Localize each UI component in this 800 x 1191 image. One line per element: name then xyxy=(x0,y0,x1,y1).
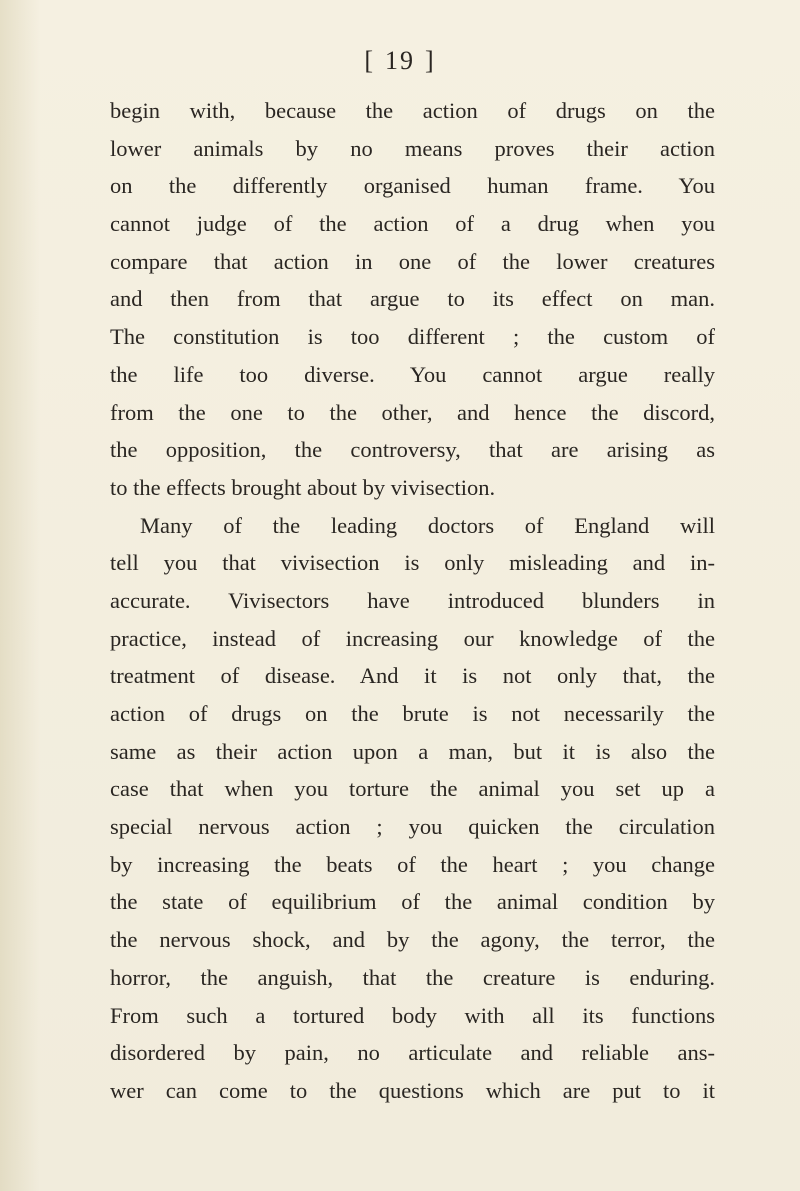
text-line: disordered by pain, no articulate and reliable ans- xyxy=(110,1040,715,1066)
text-line: the opposition, the controversy, that are arising as xyxy=(110,437,715,463)
text-line: the nervous shock, and by the agony, the terror, the xyxy=(110,927,715,953)
text-line: same as their action upon a man, but it is also the xyxy=(110,738,715,764)
text-line: by increasing the beats of the heart ; you change xyxy=(110,851,715,877)
text-line: horror, the anguish, that the creature is enduring. xyxy=(110,964,715,990)
text-line: treatment of disease. And it is not only that, the xyxy=(110,663,715,689)
text-line: begin with, because the action of drugs on the xyxy=(110,98,715,123)
page-number-close-bracket: ] xyxy=(425,46,436,75)
text-line: wer can come to the questions which are put to it xyxy=(110,1077,715,1103)
text-line: action of drugs on the brute is not necessarily the xyxy=(110,701,715,726)
text-line: lower animals by no means proves their action xyxy=(110,135,715,161)
page-number-value: 19 xyxy=(385,46,415,75)
text-line: the state of equilibrium of the animal condition by xyxy=(110,889,715,915)
text-line: the life too diverse. You cannot argue really xyxy=(110,361,715,387)
text-line: to the effects brought about by vivisection. xyxy=(110,474,496,500)
text-line: accurate. Vivisectors have introduced blunders in xyxy=(110,587,715,613)
text-line: Many of the leading doctors of England will xyxy=(140,512,715,538)
text-line: cannot judge of the action of a drug when you xyxy=(110,211,715,237)
text-line: From such a tortured body with all its functions xyxy=(110,1002,715,1028)
text-line: and then from that argue to its effect on man. xyxy=(110,286,715,312)
page-number xyxy=(0,46,800,76)
text-line: The constitution is too different ; the custom of xyxy=(110,324,715,350)
page-number-open-bracket: [ xyxy=(364,46,375,75)
text-line: from the one to the other, and hence the discord, xyxy=(110,399,715,425)
body-text xyxy=(110,92,715,1110)
text-line: practice, instead of increasing our knowledge of the xyxy=(110,625,715,651)
text-line: special nervous action ; you quicken the circulation xyxy=(110,814,715,840)
text-line: case that when you torture the animal you set up a xyxy=(110,776,715,802)
text-line: compare that action in one of the lower creatures xyxy=(110,248,715,274)
text-line: on the differently organised human frame. You xyxy=(110,173,715,199)
text-line: tell you that vivisection is only misleading and in- xyxy=(110,550,715,576)
